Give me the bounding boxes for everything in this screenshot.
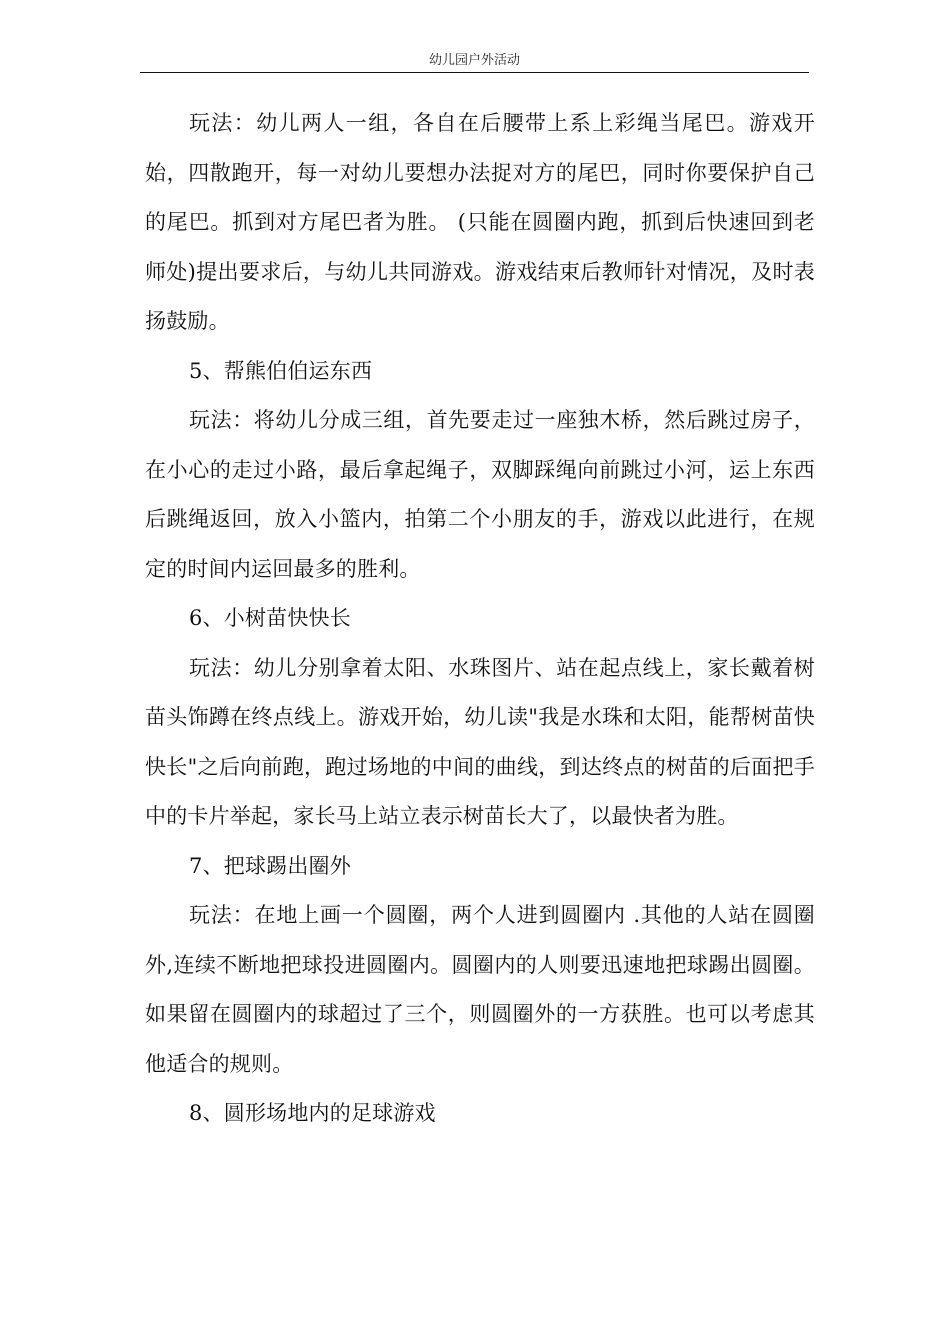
paragraph-game-6-rules: 玩法：幼儿分别拿着太阳、水珠图片、站在起点线上，家长戴着树苗头饰蹲在终点线上。游戏开始，幼儿读"我是水珠和太阳，能帮树苗快快长"之后向前跑，跑过场地的中间的曲线，到达终点的树苗的后面把手中的卡片举起，家长马上站立表示树苗长大了，以最快者为胜。 [145, 655, 815, 828]
heading-game-8: 8、圆形场地内的足球游戏 [189, 1101, 436, 1125]
heading-game-7: 7、把球踢出圈外 [189, 853, 351, 878]
paragraph-game-5-rules: 玩法：将幼儿分成三组，首先要走过一座独木桥，然后跳过房子，在小心的走过小路，最后拿起绳子，双脚踩绳向前跳过小河，运上东西后跳绳返回，放入小篮内，拍第二个小朋友的手，游戏以此进行，在规定的时间内运回最多的胜利。 [145, 408, 815, 581]
header-divider [140, 72, 809, 73]
heading-game-6: 6、小树苗快快长 [189, 606, 351, 630]
heading-game-5: 5、帮熊伯伯运东西 [189, 358, 373, 383]
document-body [145, 99, 815, 1139]
page-header: 幼儿园户外活动 [428, 53, 520, 68]
paragraph-game-7-rules: 玩法：在地上画一个圆圈，两个人进到圆圈内 .其他的人站在圆圈外,连续不断地把球投进圆圈内。圆圈内的人则要迅速地把球踢出圆圈。如果留在圆圈内的球超过了三个，则圆圈外的一方获胜。也可以考虑其他适合的规则。 [145, 903, 815, 1076]
paragraph-tail-game-rules: 玩法：幼儿两人一组，各自在后腰带上系上彩绳当尾巴。游戏开始，四散跑开，每一对幼儿要想办法捉对方的尾巴，同时你要保护自己的尾巴。抓到对方尾巴者为胜。 (只能在圆圈内跑，抓到后快速回到老师处)提出要求后，与幼儿共同游戏。游戏结束后教师针对情况，及时表扬鼓励。 [145, 111, 815, 333]
